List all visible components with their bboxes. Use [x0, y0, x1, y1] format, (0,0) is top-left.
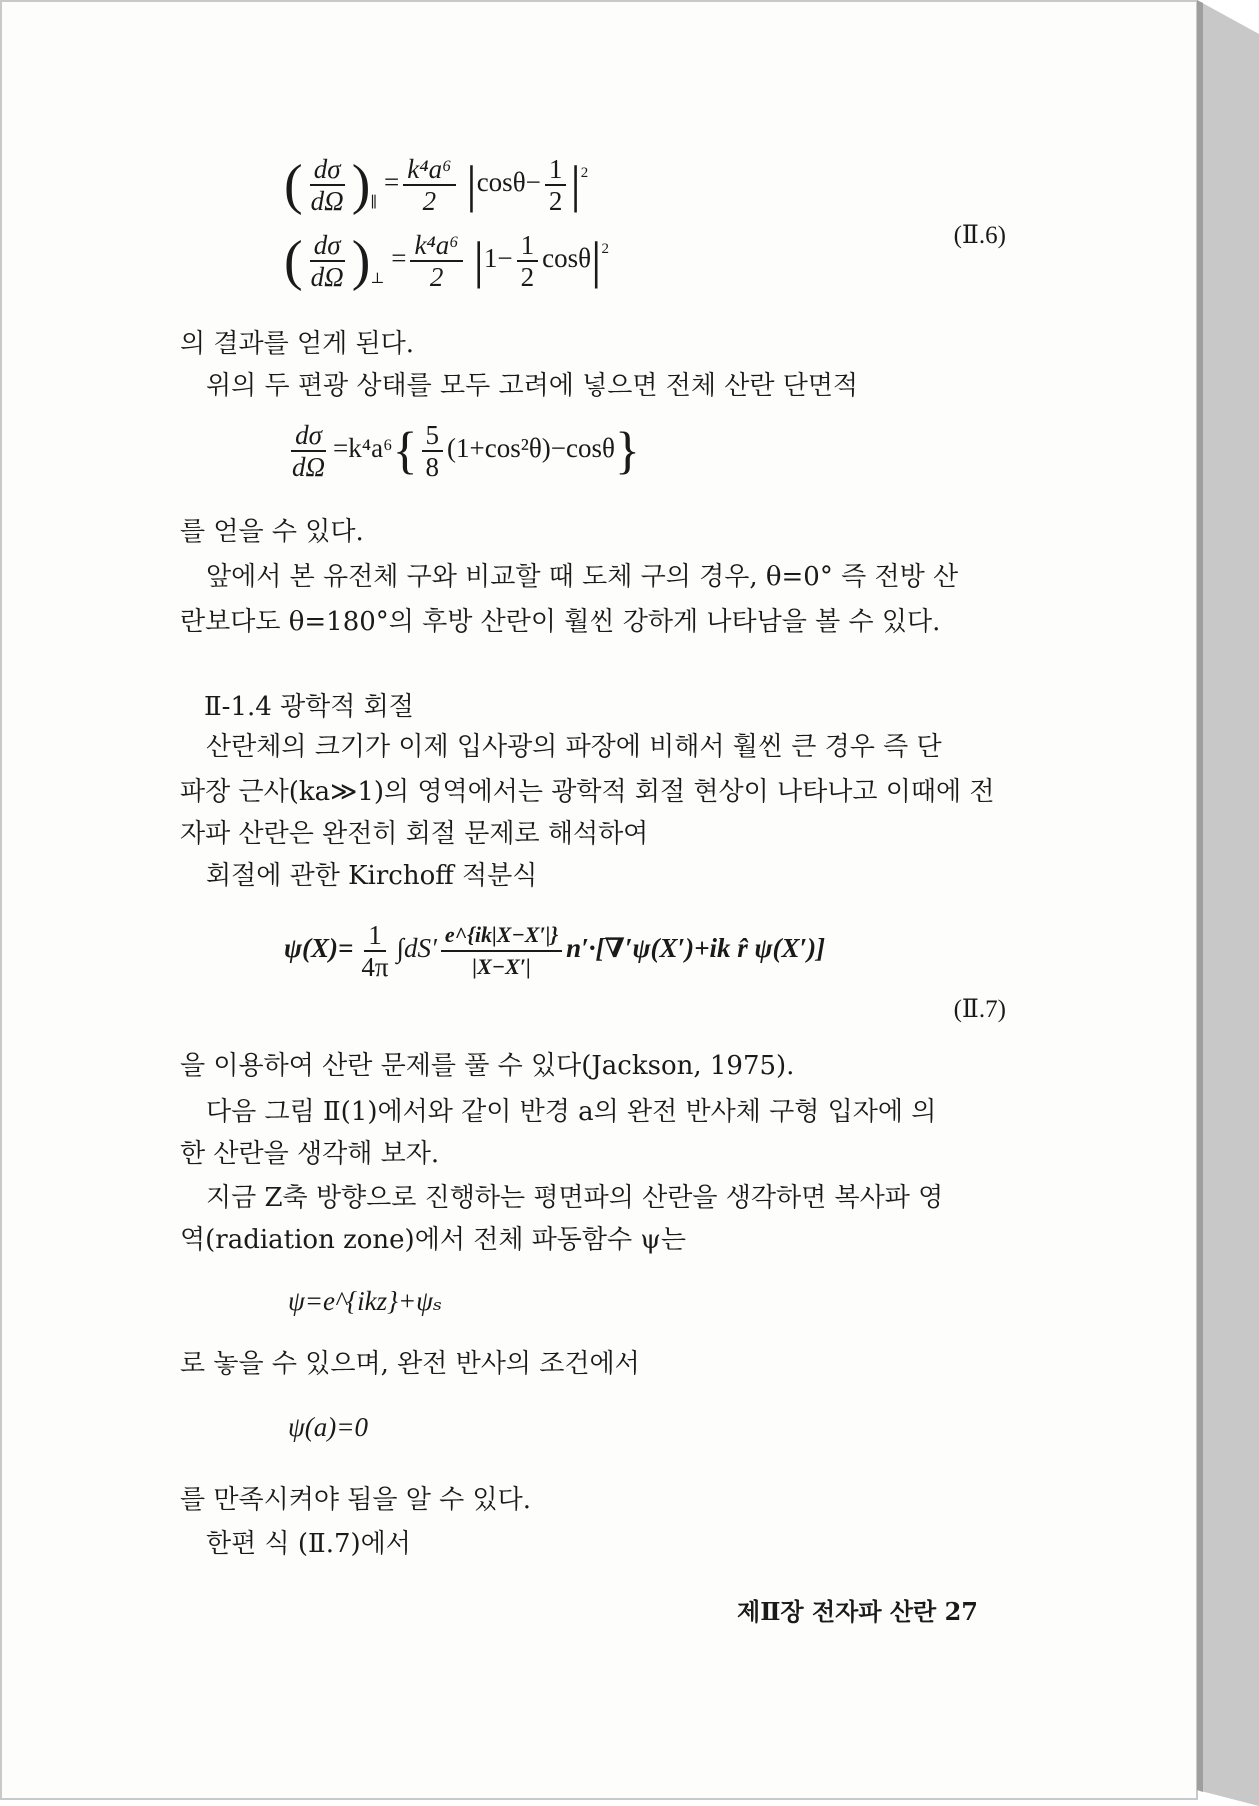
text-line: 다음 그림 Ⅱ(1)에서와 같이 반경 a의 완전 반사체 구형 입자에 의 [206, 1097, 937, 1127]
eq-parallel: ( $\frac{d\sigma}{d\Omega}$ )$_\parallel$ = $\frac{\text{k⁴a⁶}}{2}$ |cosθ− $\frac{1}{2}$ $|^2$ [284, 154, 589, 216]
text-line: 회절에 관한 Kirchoff 적분식 [206, 861, 538, 891]
text-line: 앞에서 본 유전체 구와 비교할 때 도체 구의 경우, θ=0° 즉 전방 산 [206, 562, 959, 592]
text-line: 을 이용하여 산란 문제를 풀 수 있다(Jackson, 1975). [180, 1051, 795, 1081]
eq-boundary-condition: ψ(a)=0 [288, 1412, 368, 1442]
section-heading: Ⅱ-1.4 광학적 회절 [204, 692, 414, 722]
text-line: 위의 두 편광 상태를 모두 고려에 넣으면 전체 산란 단면적 [206, 371, 859, 401]
eq-number-ii7: (Ⅱ.7) [953, 996, 1006, 1023]
eq-kirchoff-integral: ψ(X)= $\frac{1}{4\pi}$ ∫dS′ $\frac{e\^{}\{ik|X-X'|\}}{|X-X'|}$ n′·[∇′ψ(X′)+ik r̂ ψ(X′)] [284, 920, 826, 982]
eq-wavefunction: ψ=e^{ikz}+ψₛ [288, 1286, 443, 1316]
text-line: 한 산란을 생각해 보자. [180, 1139, 440, 1169]
text-line: 파장 근사(ka≫1)의 영역에서는 광학적 회절 현상이 나타나고 이때에 전 [180, 777, 995, 807]
eq-total-cross-section: $\frac{d\sigma}{d\Omega}$ =k⁴a⁶{ $\frac{5}{8}$ (1+cos²θ)−cosθ} [292, 420, 640, 482]
text-line: 를 얻을 수 있다. [180, 517, 364, 547]
eq-perpendicular: ( $\frac{d\sigma}{d\Omega}$ )$_\perp$ = $\frac{\text{k⁴a⁶}}{2}$ |1− $\frac{1}{2}$ $\cos\theta|^2$ [284, 230, 609, 292]
text-line: 자파 산란은 완전히 회절 문제로 해석하여 [180, 819, 649, 849]
text-line: 란보다도 θ=180°의 후방 산란이 훨씬 강하게 나타남을 볼 수 있다. [180, 607, 941, 637]
text-line: 지금 Z축 방향으로 진행하는 평면파의 산란을 생각하면 복사파 영 [206, 1183, 944, 1213]
text-line: 를 만족시켜야 됨을 알 수 있다. [180, 1485, 531, 1515]
book-spine-shadow [1197, 0, 1259, 1806]
text-line: 한편 식 (Ⅱ.7)에서 [206, 1529, 411, 1559]
text-line: 로 놓을 수 있으며, 완전 반사의 조건에서 [180, 1349, 640, 1379]
text-line: 역(radiation zone)에서 전체 파동함수 ψ는 [180, 1225, 686, 1255]
text-line: 의 결과를 얻게 된다. [180, 329, 414, 359]
text-line: 산란체의 크기가 이제 입사광의 파장에 비해서 훨씬 큰 경우 즉 단 [206, 732, 942, 762]
eq-number-ii6: (Ⅱ.6) [953, 222, 1006, 249]
page-footer: 제Ⅱ장 전자파 산란 27 [737, 1597, 978, 1626]
